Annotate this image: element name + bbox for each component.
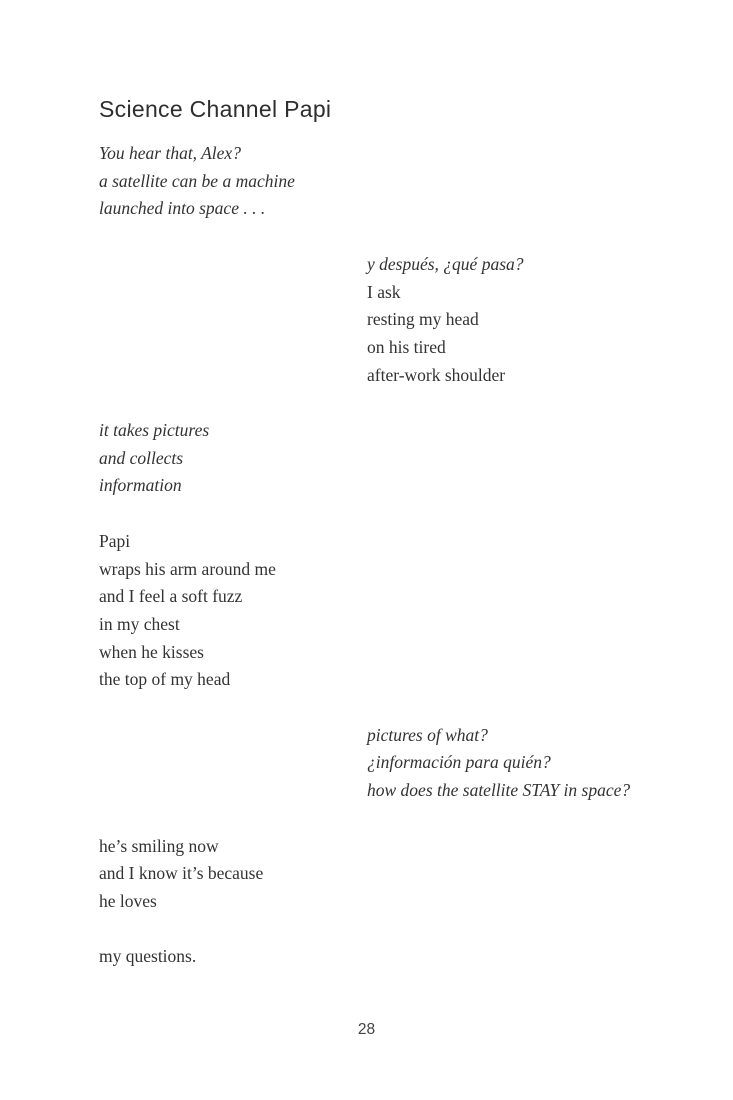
stanza	[99, 140, 659, 223]
poem-body	[99, 140, 659, 999]
poem-line: resting my head	[367, 309, 479, 330]
poem-line: he’s smiling now	[99, 835, 219, 856]
stanza	[367, 722, 659, 805]
poem-line: and I feel a soft fuzz	[99, 586, 243, 607]
poem-line: the top of my head	[99, 669, 231, 690]
poem-line: y después, ¿qué pasa?	[367, 253, 524, 274]
poem-line: how does the satellite STAY in space?	[367, 780, 631, 801]
stanza	[367, 251, 659, 390]
poem-line: in my chest	[99, 613, 180, 634]
poem-line: pictures of what?	[367, 724, 488, 745]
poem-line: when he kisses	[99, 641, 204, 662]
stanza	[99, 833, 659, 916]
poem-line: a satellite can be a machine	[99, 170, 295, 191]
poem-line: on his tired	[367, 336, 446, 357]
poem-line: after-work shoulder	[367, 364, 506, 385]
poem-line: launched into space . . .	[99, 198, 266, 219]
page-number: 28	[357, 1021, 376, 1038]
poem-line: ¿información para quién?	[367, 752, 551, 773]
poem-title: Science Channel Papi	[99, 96, 332, 123]
poem-line: my questions.	[99, 946, 197, 967]
poem-line: Papi	[99, 530, 131, 551]
stanza	[99, 943, 659, 971]
poem-line: I ask	[367, 281, 401, 302]
poem-line: information	[99, 475, 182, 496]
poem-line: it takes pictures	[99, 420, 210, 440]
stanza	[99, 417, 659, 500]
poem-line: You hear that, Alex?	[99, 143, 241, 163]
poem-line: and collects	[99, 447, 184, 468]
poem-line: he loves	[99, 890, 157, 911]
stanza	[99, 528, 659, 694]
poem-line: wraps his arm around me	[99, 558, 276, 579]
poem-line: and I know it’s because	[99, 863, 264, 884]
